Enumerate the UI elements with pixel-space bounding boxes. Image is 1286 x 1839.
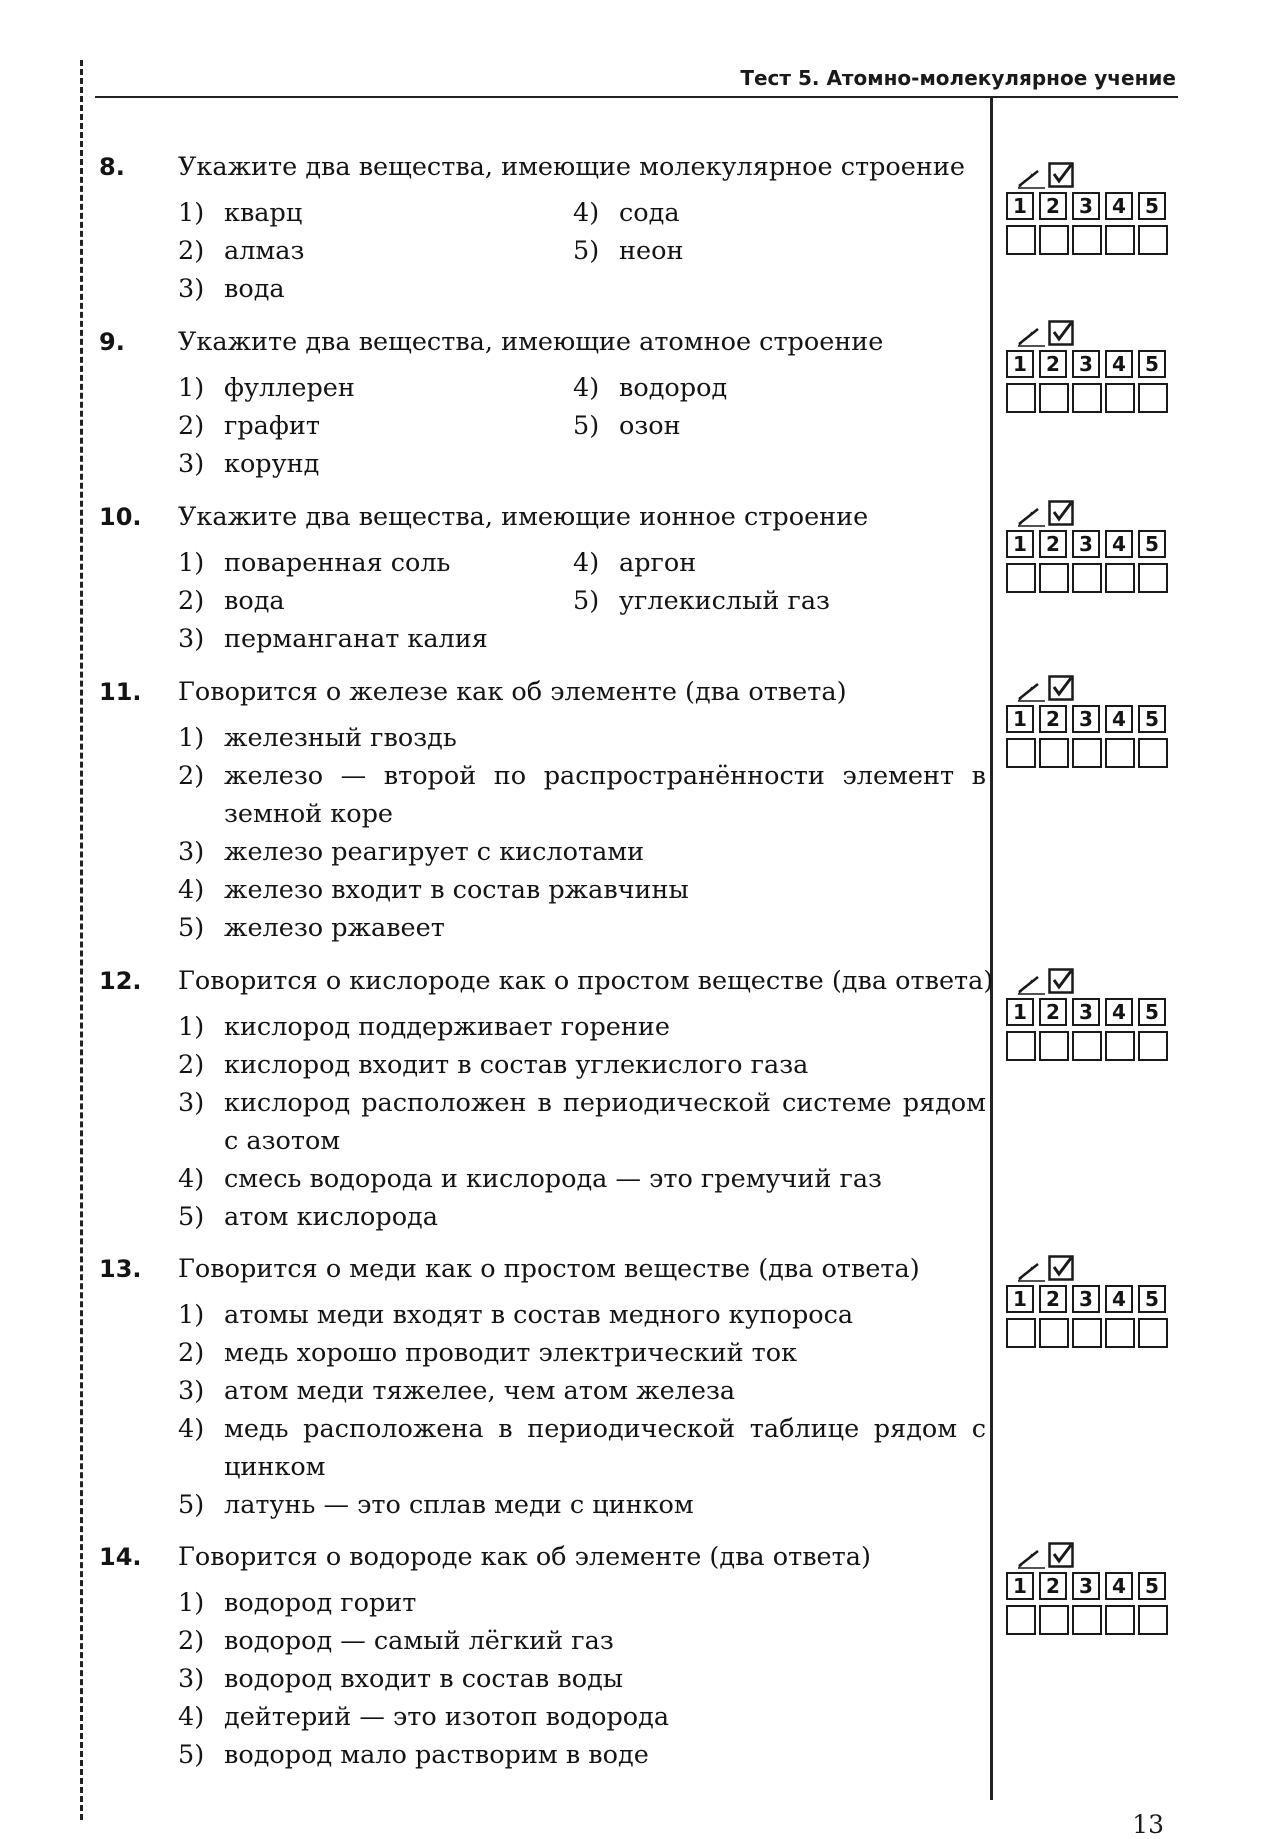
digit-cell: 3 — [1072, 350, 1100, 378]
answer-option: 1) кислород поддерживает горение — [178, 1012, 670, 1042]
digit-cell: 4 — [1105, 1285, 1133, 1313]
answer-cell[interactable] — [1072, 563, 1102, 593]
answer-option: 3) перманганат калия — [178, 624, 488, 654]
pen-icon — [1016, 166, 1046, 190]
digit-cell: 1 — [1006, 1572, 1034, 1600]
question-number: 11. — [99, 678, 142, 706]
answer-cell[interactable] — [1138, 1605, 1168, 1635]
checkbox-icon — [1048, 1542, 1074, 1568]
answer-option: 1) водород горит — [178, 1588, 417, 1618]
checkbox-icon — [1048, 675, 1074, 701]
digit-cell: 3 — [1072, 192, 1100, 220]
answer-cell[interactable] — [1039, 225, 1069, 255]
answer-option: 3) атом меди тяжелее, чем атом железа — [178, 1376, 736, 1406]
digit-row — [1006, 1572, 1171, 1600]
digit-row — [1006, 530, 1171, 558]
digit-cell: 4 — [1105, 530, 1133, 558]
answer-box-12 — [1006, 968, 1171, 1068]
pen-icon — [1016, 1546, 1046, 1570]
question-text: Говорится о железе как об элементе (два ответа) — [178, 677, 847, 707]
answer-cell[interactable] — [1105, 1605, 1135, 1635]
digit-cell: 5 — [1138, 998, 1166, 1026]
answer-option: 4) дейтерий — это изотоп водорода — [178, 1702, 670, 1732]
digit-cell: 5 — [1138, 350, 1166, 378]
answer-option: 5) водород мало растворим в воде — [178, 1740, 649, 1770]
answer-cell[interactable] — [1072, 738, 1102, 768]
answer-option: 2) железо — второй по распространённости элемент в земной коре — [178, 761, 986, 829]
digit-cell: 2 — [1039, 530, 1067, 558]
answer-options — [178, 369, 986, 483]
answer-cell[interactable] — [1072, 225, 1102, 255]
answer-entry-row — [1006, 563, 1171, 593]
digit-row — [1006, 998, 1171, 1026]
answer-cell[interactable] — [1006, 1318, 1036, 1348]
answer-cell[interactable] — [1105, 383, 1135, 413]
answer-cell[interactable] — [1072, 1031, 1102, 1061]
answer-cell[interactable] — [1039, 1605, 1069, 1635]
answer-option: 3) вода — [178, 274, 285, 304]
answer-column-rule — [990, 96, 993, 1800]
digit-row — [1006, 350, 1171, 378]
answer-cell[interactable] — [1072, 383, 1102, 413]
digit-cell: 1 — [1006, 705, 1034, 733]
answer-cell[interactable] — [1138, 383, 1168, 413]
answer-cell[interactable] — [1105, 1031, 1135, 1061]
page-number: 13 — [1132, 1810, 1164, 1839]
answer-option: 5) озон — [573, 411, 681, 441]
answer-cell[interactable] — [1006, 738, 1036, 768]
answer-entry-row — [1006, 383, 1171, 413]
answer-box-8 — [1006, 162, 1171, 262]
answer-cell[interactable] — [1138, 563, 1168, 593]
answer-entry-row — [1006, 225, 1171, 255]
digit-cell: 4 — [1105, 350, 1133, 378]
answer-option: 3) корунд — [178, 449, 320, 479]
checkbox-icon — [1048, 320, 1074, 346]
pen-icon — [1016, 1259, 1046, 1283]
digit-cell: 4 — [1105, 705, 1133, 733]
answer-cell[interactable] — [1138, 1031, 1168, 1061]
answer-box-11 — [1006, 675, 1171, 775]
digit-cell: 2 — [1039, 350, 1067, 378]
digit-cell: 2 — [1039, 1285, 1067, 1313]
answer-cell[interactable] — [1039, 383, 1069, 413]
answer-option: 4) железо входит в состав ржавчины — [178, 875, 689, 905]
digit-cell: 5 — [1138, 1285, 1166, 1313]
header-rule — [95, 96, 1178, 98]
question-number: 14. — [99, 1543, 142, 1571]
question-text: Говорится о меди как о простом веществе (два ответа) — [178, 1254, 920, 1284]
answer-cell[interactable] — [1006, 225, 1036, 255]
digit-cell: 3 — [1072, 1285, 1100, 1313]
answer-box-10 — [1006, 500, 1171, 600]
page-header-title: Тест 5. Атомно-молекулярное учение — [740, 66, 1176, 90]
answer-cell[interactable] — [1006, 1031, 1036, 1061]
question-text: Укажите два вещества, имеющие атомное строение — [178, 327, 884, 357]
question-number: 8. — [99, 153, 125, 181]
digit-cell: 5 — [1138, 1572, 1166, 1600]
answer-option: 4) водород — [573, 373, 728, 403]
answer-cell[interactable] — [1006, 563, 1036, 593]
answer-options — [178, 1584, 986, 1774]
answer-cell[interactable] — [1138, 1318, 1168, 1348]
answer-entry-row — [1006, 1605, 1171, 1635]
answer-option: 4) медь расположена в периодической таблице рядом с цинком — [178, 1414, 986, 1482]
answer-option: 4) смесь водорода и кислорода — это гремучий газ — [178, 1164, 882, 1194]
answer-cell[interactable] — [1006, 383, 1036, 413]
answer-options — [178, 1296, 986, 1524]
answer-options — [178, 544, 986, 658]
answer-option: 4) сода — [573, 198, 680, 228]
question-number: 10. — [99, 503, 142, 531]
pen-icon — [1016, 324, 1046, 348]
digit-cell: 5 — [1138, 192, 1166, 220]
answer-entry-row — [1006, 1318, 1171, 1348]
answer-cell[interactable] — [1072, 1318, 1102, 1348]
answer-option: 2) водород — самый лёгкий газ — [178, 1626, 614, 1656]
digit-row — [1006, 192, 1171, 220]
digit-cell: 3 — [1072, 998, 1100, 1026]
answer-cell[interactable] — [1039, 1318, 1069, 1348]
digit-cell: 3 — [1072, 530, 1100, 558]
answer-cell[interactable] — [1105, 738, 1135, 768]
answer-options — [178, 1008, 986, 1236]
answer-cell[interactable] — [1039, 563, 1069, 593]
answer-option: 1) фуллерен — [178, 373, 355, 403]
digit-cell: 1 — [1006, 530, 1034, 558]
answer-options — [178, 719, 986, 947]
answer-cell[interactable] — [1105, 225, 1135, 255]
question-text: Говорится о кислороде как о простом веществе (два ответа) — [178, 966, 994, 996]
digit-row — [1006, 1285, 1171, 1313]
question-text: Говорится о водороде как об элементе (два ответа) — [178, 1542, 871, 1572]
digit-cell: 2 — [1039, 705, 1067, 733]
pen-icon — [1016, 679, 1046, 703]
question-text: Укажите два вещества, имеющие молекулярное строение — [178, 152, 965, 182]
answer-option: 5) железо ржавеет — [178, 913, 445, 943]
checkbox-icon — [1048, 500, 1074, 526]
digit-cell: 2 — [1039, 192, 1067, 220]
answer-entry-row — [1006, 738, 1171, 768]
answer-options — [178, 194, 986, 308]
answer-option: 2) кислород входит в состав углекислого газа — [178, 1050, 809, 1080]
answer-cell[interactable] — [1138, 225, 1168, 255]
answer-option: 5) атом кислорода — [178, 1202, 438, 1232]
answer-option: 1) поваренная соль — [178, 548, 451, 578]
pen-icon — [1016, 504, 1046, 528]
answer-box-9 — [1006, 320, 1171, 420]
digit-cell: 2 — [1039, 1572, 1067, 1600]
answer-option: 2) медь хорошо проводит электрический ток — [178, 1338, 798, 1368]
pen-icon — [1016, 972, 1046, 996]
answer-box-13 — [1006, 1255, 1171, 1355]
answer-option: 1) атомы меди входят в состав медного купороса — [178, 1300, 854, 1330]
checkbox-icon — [1048, 968, 1074, 994]
digit-cell: 4 — [1105, 192, 1133, 220]
digit-cell: 4 — [1105, 998, 1133, 1026]
answer-option: 3) водород входит в состав воды — [178, 1664, 624, 1694]
digit-cell: 5 — [1138, 705, 1166, 733]
question-text: Укажите два вещества, имеющие ионное строение — [178, 502, 869, 532]
answer-option: 2) графит — [178, 411, 320, 441]
answer-option: 1) кварц — [178, 198, 303, 228]
cut-line — [80, 60, 83, 1820]
answer-option: 2) вода — [178, 586, 285, 616]
digit-row — [1006, 705, 1171, 733]
answer-cell[interactable] — [1039, 1031, 1069, 1061]
answer-option: 5) латунь — это сплав меди с цинком — [178, 1490, 694, 1520]
digit-cell: 5 — [1138, 530, 1166, 558]
checkbox-icon — [1048, 1255, 1074, 1281]
answer-cell[interactable] — [1105, 563, 1135, 593]
digit-cell: 2 — [1039, 998, 1067, 1026]
digit-cell: 1 — [1006, 998, 1034, 1026]
digit-cell: 3 — [1072, 705, 1100, 733]
question-number: 9. — [99, 328, 125, 356]
digit-cell: 3 — [1072, 1572, 1100, 1600]
answer-cell[interactable] — [1006, 1605, 1036, 1635]
digit-cell: 1 — [1006, 192, 1034, 220]
answer-cell[interactable] — [1105, 1318, 1135, 1348]
answer-option: 5) углекислый газ — [573, 586, 830, 616]
answer-option: 2) алмаз — [178, 236, 305, 266]
question-number: 12. — [99, 967, 142, 995]
checkbox-icon — [1048, 162, 1074, 188]
answer-option: 5) неон — [573, 236, 684, 266]
answer-cell[interactable] — [1072, 1605, 1102, 1635]
answer-box-14 — [1006, 1542, 1171, 1642]
answer-cell[interactable] — [1138, 738, 1168, 768]
digit-cell: 1 — [1006, 1285, 1034, 1313]
answer-cell[interactable] — [1039, 738, 1069, 768]
answer-option: 4) аргон — [573, 548, 697, 578]
answer-entry-row — [1006, 1031, 1171, 1061]
question-number: 13. — [99, 1255, 142, 1283]
answer-option: 3) кислород расположен в периодической системе рядом с азотом — [178, 1088, 986, 1156]
digit-cell: 4 — [1105, 1572, 1133, 1600]
answer-option: 3) железо реагирует с кислотами — [178, 837, 645, 867]
digit-cell: 1 — [1006, 350, 1034, 378]
answer-option: 1) железный гвоздь — [178, 723, 457, 753]
